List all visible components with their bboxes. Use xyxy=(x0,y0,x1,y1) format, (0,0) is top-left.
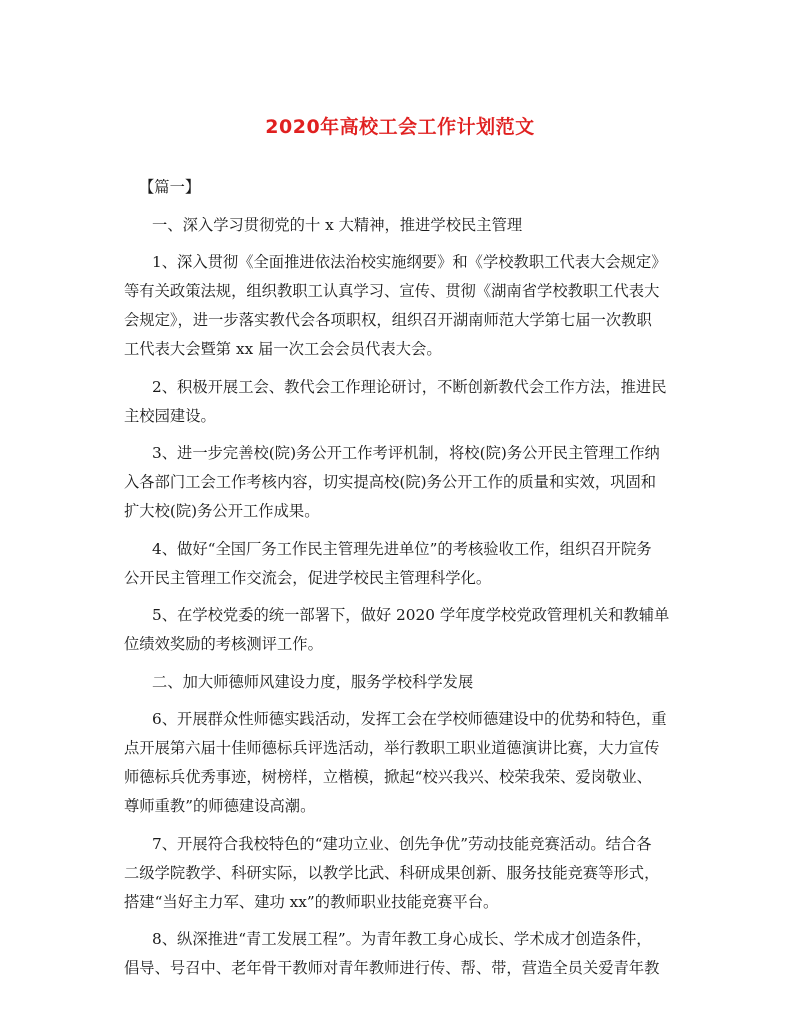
paragraph xyxy=(124,439,680,526)
paragraph-gap xyxy=(124,431,680,440)
text-line: 7、开展符合我校特色的“建功立业、创先争优”劳动技能竞赛活动。结合各 xyxy=(152,834,652,853)
text-line: 主校园建设。 xyxy=(124,406,216,425)
paragraph xyxy=(124,830,680,917)
text-line: 公开民主管理工作交流会，促进学校民主管理科学化。 xyxy=(124,568,492,587)
text-line: 会规定》，进一步落实教代会各项职权，组织召开湖南师范大学第七届一次教职 xyxy=(124,311,652,329)
text-line: 3、进一步完善校(院)务公开工作考评机制，将校(院)务公开民主管理工作纳 xyxy=(152,444,660,462)
paragraph-gap xyxy=(124,202,680,211)
text-line: 师德标兵优秀事迹，树榜样，立楷模，掀起“校兴我兴、校荣我荣、爱岗敬业、 xyxy=(124,768,652,786)
text-line: 1、深入贯彻《全面推进依法治校实施纲要》和《学校教职工代表大会规定》 xyxy=(152,253,667,271)
text-line: 工代表大会暨第 xx 届一次工会会员代表大会。 xyxy=(124,340,442,358)
text-line: 2、积极开展工会、教代会工作理论研讨，不断创新教代会工作方法，推进民 xyxy=(152,377,667,396)
text-line: 倡导、号召中、老年骨干教师对青年教师进行传、帮、带，营造全员关爱青年教 xyxy=(124,959,660,977)
paragraph xyxy=(124,211,680,240)
paragraph xyxy=(124,705,680,821)
paragraph xyxy=(124,925,680,983)
paragraph-gap xyxy=(124,697,680,706)
text-line: 【篇一】 xyxy=(139,178,201,196)
paragraph-gap xyxy=(124,593,680,602)
text-line: 扩大校(院)务公开工作成果。 xyxy=(124,502,320,520)
paragraph-gap xyxy=(124,917,680,926)
text-line: 等有关政策法规，组织教职工认真学习、宣传、贯彻《湖南省学校教职工代表大 xyxy=(124,282,660,300)
paragraph-gap xyxy=(124,364,680,373)
paragraph-gap xyxy=(124,240,680,249)
paragraph xyxy=(124,601,680,659)
paragraph-gap xyxy=(124,659,680,668)
document-body xyxy=(124,173,680,983)
text-line: 6、开展群众性师德实践活动，发挥工会在学校师德建设中的优势和特色，重 xyxy=(152,710,667,728)
paragraph xyxy=(124,373,680,431)
text-line: 二级学院教学、科研实际，以教学比武、科研成果创新、服务技能竞赛等形式， xyxy=(124,863,660,882)
document-title: 2020年高校工会工作计划范文 xyxy=(265,116,535,138)
paragraph-gap xyxy=(124,526,680,535)
text-line: 5、在学校党委的统一部署下，做好 2020 学年度学校党政管理机关和教辅单 xyxy=(152,606,670,624)
text-line: 位绩效奖励的考核测评工作。 xyxy=(124,635,323,653)
text-line: 8、纵深推进“青工发展工程”。为青年教工身心成长、学术成才创造条件， xyxy=(152,930,652,948)
text-line: 一、深入学习贯彻党的十 x 大精神，推进学校民主管理 xyxy=(152,215,523,234)
text-line: 4、做好“全国厂务工作民主管理先进单位”的考核验收工作，组织召开院务 xyxy=(152,539,652,558)
paragraph xyxy=(124,668,680,697)
text-line: 尊师重教”的师德建设高潮。 xyxy=(124,797,316,815)
text-line: 点开展第六届十佳师德标兵评选活动，举行教职工职业道德演讲比赛，大力宣传 xyxy=(124,739,660,757)
paragraph xyxy=(124,248,680,364)
paragraph xyxy=(124,173,680,202)
paragraph-gap xyxy=(124,821,680,830)
paragraph xyxy=(124,535,680,593)
text-line: 入各部门工会工作考核内容，切实提高校(院)务公开工作的质量和实效，巩固和 xyxy=(124,473,657,491)
text-line: 搭建“当好主力军、建功 xx”的教师职业技能竞赛平台。 xyxy=(124,892,499,911)
text-line: 二、加大师德师风建设力度，服务学校科学发展 xyxy=(152,672,474,691)
